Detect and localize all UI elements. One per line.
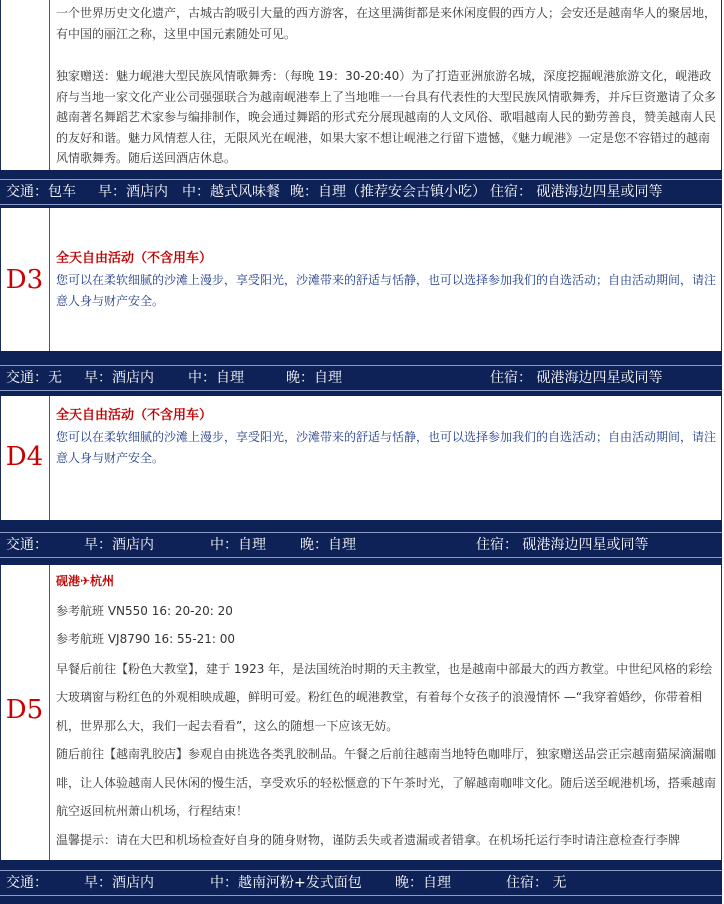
transport: 交通：无 bbox=[6, 370, 62, 386]
dinner: 晚：自理 bbox=[395, 875, 451, 891]
d3-title: 全天自由活动（不含用车） bbox=[56, 251, 213, 266]
day-label-d4: D4 bbox=[5, 442, 44, 472]
d4-description: 您可以在柔软细腻的沙滩上漫步，享受阳光，沙滩带来的舒适与恬静，也可以选择参加我们的自选活动；自由活动期间，请注意人身与财产安全。 bbox=[56, 430, 717, 465]
d5-flight-1: 参考航班 VN550 16: 20-20: 20 bbox=[56, 603, 233, 618]
day-label-d3: D3 bbox=[5, 265, 44, 295]
transport: 交通：包车 bbox=[6, 184, 76, 200]
column-divider bbox=[49, 565, 50, 860]
info-bar-d5 bbox=[0, 860, 722, 904]
day-label-d5: D5 bbox=[5, 695, 44, 725]
d5-tip: 温馨提示：请在大巴和机场检查好自身的随身财物，谨防丢失或者遗漏或者错拿。在机场托运行李时请注意检查行李牌 bbox=[56, 832, 681, 847]
d5-title: 砚港✈杭州 bbox=[56, 574, 115, 588]
info-bar-d2 bbox=[0, 170, 722, 208]
d4-content bbox=[56, 404, 716, 469]
dinner: 晚：自理（推荐安会古镇小吃） bbox=[290, 184, 486, 200]
transport: 交通： bbox=[6, 875, 48, 891]
column-divider bbox=[49, 396, 50, 520]
lunch: 中：越式风味餐 bbox=[182, 184, 280, 200]
transport: 交通： bbox=[6, 537, 48, 553]
info-bar-d4 bbox=[0, 520, 722, 565]
breakfast: 早：酒店内 bbox=[84, 875, 154, 891]
intro-paragraph-2: 独家赠送：魅力岘港大型民族风情歌舞秀：（每晚 19：30-20:40）为了打造亚洲旅游名城，深度挖掘岘港旅游文化，岘港政府与当地一家文化产业公司强强联合为越南岘港奉上了当地唯一一台具有代表性的大型民族风情歌舞秀，并斥巨资邀请了众多越南著名舞蹈艺术家参与编排制作，晚会通过舞蹈的形式充分展现越南的人文风俗、歌唱越南人民的勤劳善良，赞美越南人民的友好和谐。魅力风情惹人往，无限风光在岘港，如果大家不想让岘港之行留下遗憾，《魅力岘港》一定是您不容错过的越南风情歌舞秀。随后送回酒店休息。 bbox=[56, 69, 717, 166]
d5-paragraph-1: 早餐后前往【粉色大教堂】，建于 1923 年，是法国统治时期的天主教堂，也是越南中部最大的西方教堂。中世纪风格的彩绘大玻璃窗与粉红色的外观相映成趣，鲜明可爱。粉红色的岘港教堂，有着每个女孩子的浪漫情怀 —“我穿着婚纱，你带着相机，世界那么大，我们一起去看看”，这么的随想一下应该无妨。 bbox=[56, 661, 713, 733]
hotel: 住宿： 砚港海边四星或同等 bbox=[476, 537, 649, 553]
hotel: 住宿： 无 bbox=[506, 875, 567, 891]
hotel: 住宿： 砚港海边四星或同等 bbox=[490, 370, 663, 386]
d5-paragraph-2: 随后前往【越南乳胶店】参观自由挑选各类乳胶制品。午餐之后前往越南当地特色咖啡厅，独家赠送品尝正宗越南猫屎滴漏咖啡，让人体验越南人民休闲的慢生活，享受欢乐的轻松惬意的下午茶时光，了解越南咖啡文化。随后送至岘港机场，搭乘越南航空返回杭州萧山机场，行程结束！ bbox=[56, 747, 717, 818]
lunch: 中：自理 bbox=[210, 537, 266, 553]
breakfast: 早：酒店内 bbox=[98, 184, 168, 200]
d5-content bbox=[56, 567, 716, 851]
d3-description: 您可以在柔软细腻的沙滩上漫步，享受阳光，沙滩带来的舒适与恬静，也可以选择参加我们的自选活动；自由活动期间，请注意人身与财产安全。 bbox=[56, 273, 717, 308]
d4-title: 全天自由活动（不含用车） bbox=[56, 408, 213, 423]
dinner: 晚：自理 bbox=[286, 370, 342, 386]
d5-flight-2: 参考航班 VJ8790 16: 55-21: 00 bbox=[56, 632, 236, 646]
lunch: 中：自理 bbox=[188, 370, 244, 386]
d3-content bbox=[56, 247, 716, 312]
column-divider bbox=[49, 208, 50, 351]
lunch: 中：越南河粉+发式面包 bbox=[210, 875, 362, 891]
intro-paragraph-1: 一个世界历史文化遗产，古城古韵吸引大量的西方游客，在这里满街都是来休闲度假的西方人；会安还是越南华人的聚居地，有中国的丽江之称，这里中国元素随处可见。 bbox=[56, 6, 717, 41]
dinner: 晚：自理 bbox=[300, 537, 356, 553]
info-bar-d3 bbox=[0, 351, 722, 396]
column-divider bbox=[49, 0, 50, 170]
breakfast: 早：酒店内 bbox=[84, 370, 154, 386]
breakfast: 早：酒店内 bbox=[84, 537, 154, 553]
intro-text bbox=[56, 3, 716, 169]
hotel: 住宿： 砚港海边四星或同等 bbox=[490, 184, 663, 200]
